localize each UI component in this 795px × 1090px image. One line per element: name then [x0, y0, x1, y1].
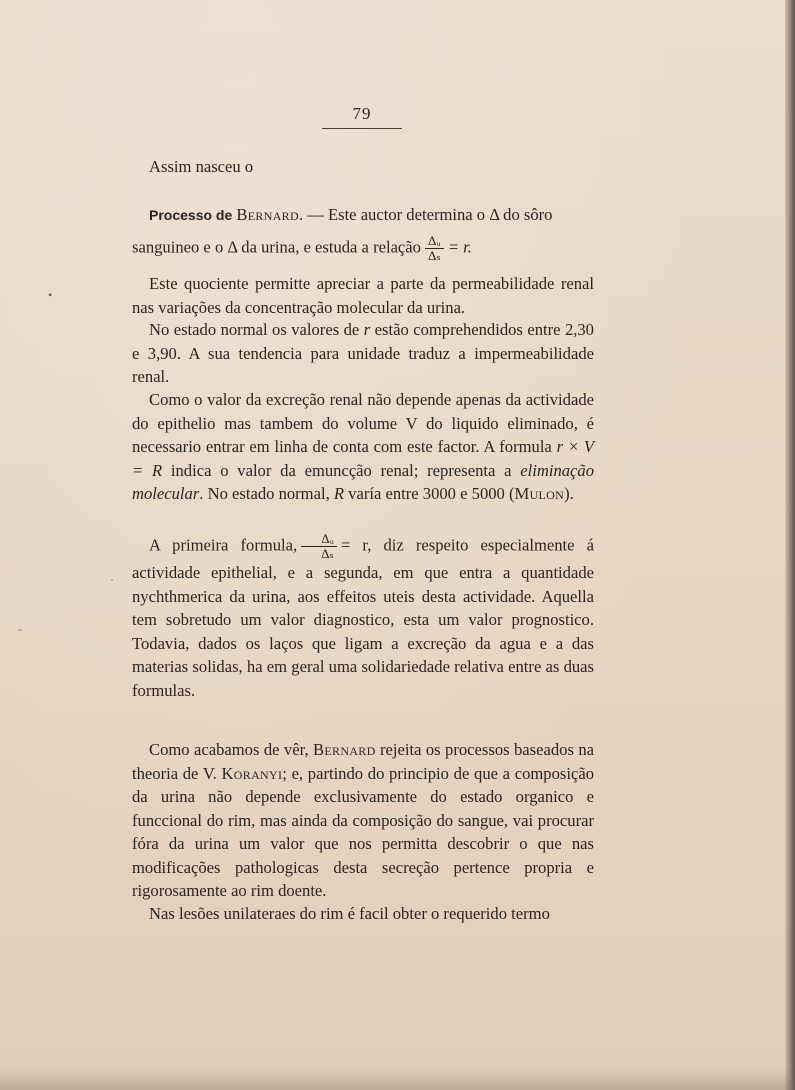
text-run: estão comprehendidos entre 2,30 e 3,90. A sua tendencia para unidade traduz a impermeabilidade renal. — [132, 320, 594, 386]
paragraph-text — [132, 532, 594, 702]
fraction — [425, 234, 444, 263]
variable-r: r — [363, 320, 371, 339]
formula: r × V = R — [132, 437, 595, 480]
page-binding-edge — [785, 0, 795, 1090]
text-run: Como o valor da excreção renal não depende apenas da actividade do epithelio mas tambem do volume V do liquido eliminado, é necessario entrar em linha de conta com este factor. A formula — [132, 390, 594, 456]
margin-speck: - — [18, 622, 22, 636]
paragraph-valor-excrecao — [132, 388, 594, 506]
paragraph-como-acabamos — [132, 738, 594, 903]
text-run: indica o valor da emuncção renal; representa a — [170, 460, 512, 480]
paragraph-text: Este quociente permitte apreciar a parte da permeabilidade renal nas variações da concentração molecular da urina. — [132, 274, 594, 317]
text-run: rejeita os processos baseados na theoria de V. — [132, 740, 594, 783]
paragraph-estado-normal — [132, 318, 594, 389]
author-name: Koranyi — [221, 763, 283, 783]
text-run: A primeira formula, — [149, 535, 298, 555]
author-name: Bernard — [236, 205, 299, 224]
margin-speck: • — [48, 288, 53, 302]
paragraph-text — [132, 318, 594, 389]
paragraph-quociente — [132, 272, 594, 319]
header-rule — [322, 128, 402, 129]
page-bottom-shadow — [0, 1068, 795, 1090]
text-run: Como acabamos de vêr, — [149, 740, 309, 759]
paragraph-text: Nas lesões unilateraes do rim é facil obter o requerido termo — [149, 904, 550, 923]
paragraph-primeira-formula — [132, 532, 594, 702]
text-run: ). — [564, 484, 574, 503]
text-run: ; e, partindo do principio de que a composição da urina não depende exclusivamente do estado organico e funccional do rim, mas ainda da composição do sangue, vai procurar fóra da urina um valor que nos permitta descobrir o que nas modificações pathologicas desta secreção pertence propria e rigorosamente ao rim doente. — [132, 763, 594, 900]
fraction — [301, 532, 337, 561]
text-run: No estado normal os valores de — [149, 320, 360, 339]
paragraph-text — [132, 738, 594, 903]
section-heading: Processo de — [149, 207, 233, 223]
paragraph-processo-bernard — [132, 203, 594, 263]
author-name: Mulon — [514, 484, 565, 503]
paragraph-text — [132, 203, 594, 228]
text-run: = r, diz respeito especialmente á actividade epithelial, e a segunda, em que entra a quantidade nychthmerica da urina, aos effeitos uteis desta actividade. Aquella tem sobretudo um valor diagnostico, esta um valor prognostico. Todavia, dados os laços que ligam a excreção da agua e a das materias solidas, ha em geral uma solidariedade relativa entre as duas formulas. — [132, 535, 594, 700]
emphasis-text: eliminação molecular — [132, 460, 594, 503]
paragraph-lesoes — [132, 902, 594, 926]
variable-R: R — [333, 484, 345, 503]
paragraph-text — [132, 388, 594, 506]
fraction-numerator: Δᵤ — [301, 532, 337, 547]
text-run: . — Este auctor determina o Δ do sôro — [298, 205, 553, 224]
author-name: Bernard — [313, 740, 376, 759]
paragraph-text — [132, 234, 594, 263]
fraction-denominator: Δₛ — [321, 546, 334, 561]
text-run: . No estado normal, — [199, 484, 330, 503]
fraction-denominator: Δₛ — [427, 247, 441, 263]
page-number: 79 — [352, 104, 372, 123]
formula-text: = r. — [447, 236, 472, 256]
text-run: sanguineo e o Δ da urina, e estuda a relação — [132, 236, 421, 256]
margin-speck: · — [110, 573, 114, 587]
text-run: varía entre 3000 e 5000 ( — [348, 484, 515, 503]
paragraph-text: Assim nasceu o — [149, 157, 254, 176]
paragraph-intro — [132, 155, 594, 179]
fraction-numerator: Δᵤ — [425, 234, 444, 249]
